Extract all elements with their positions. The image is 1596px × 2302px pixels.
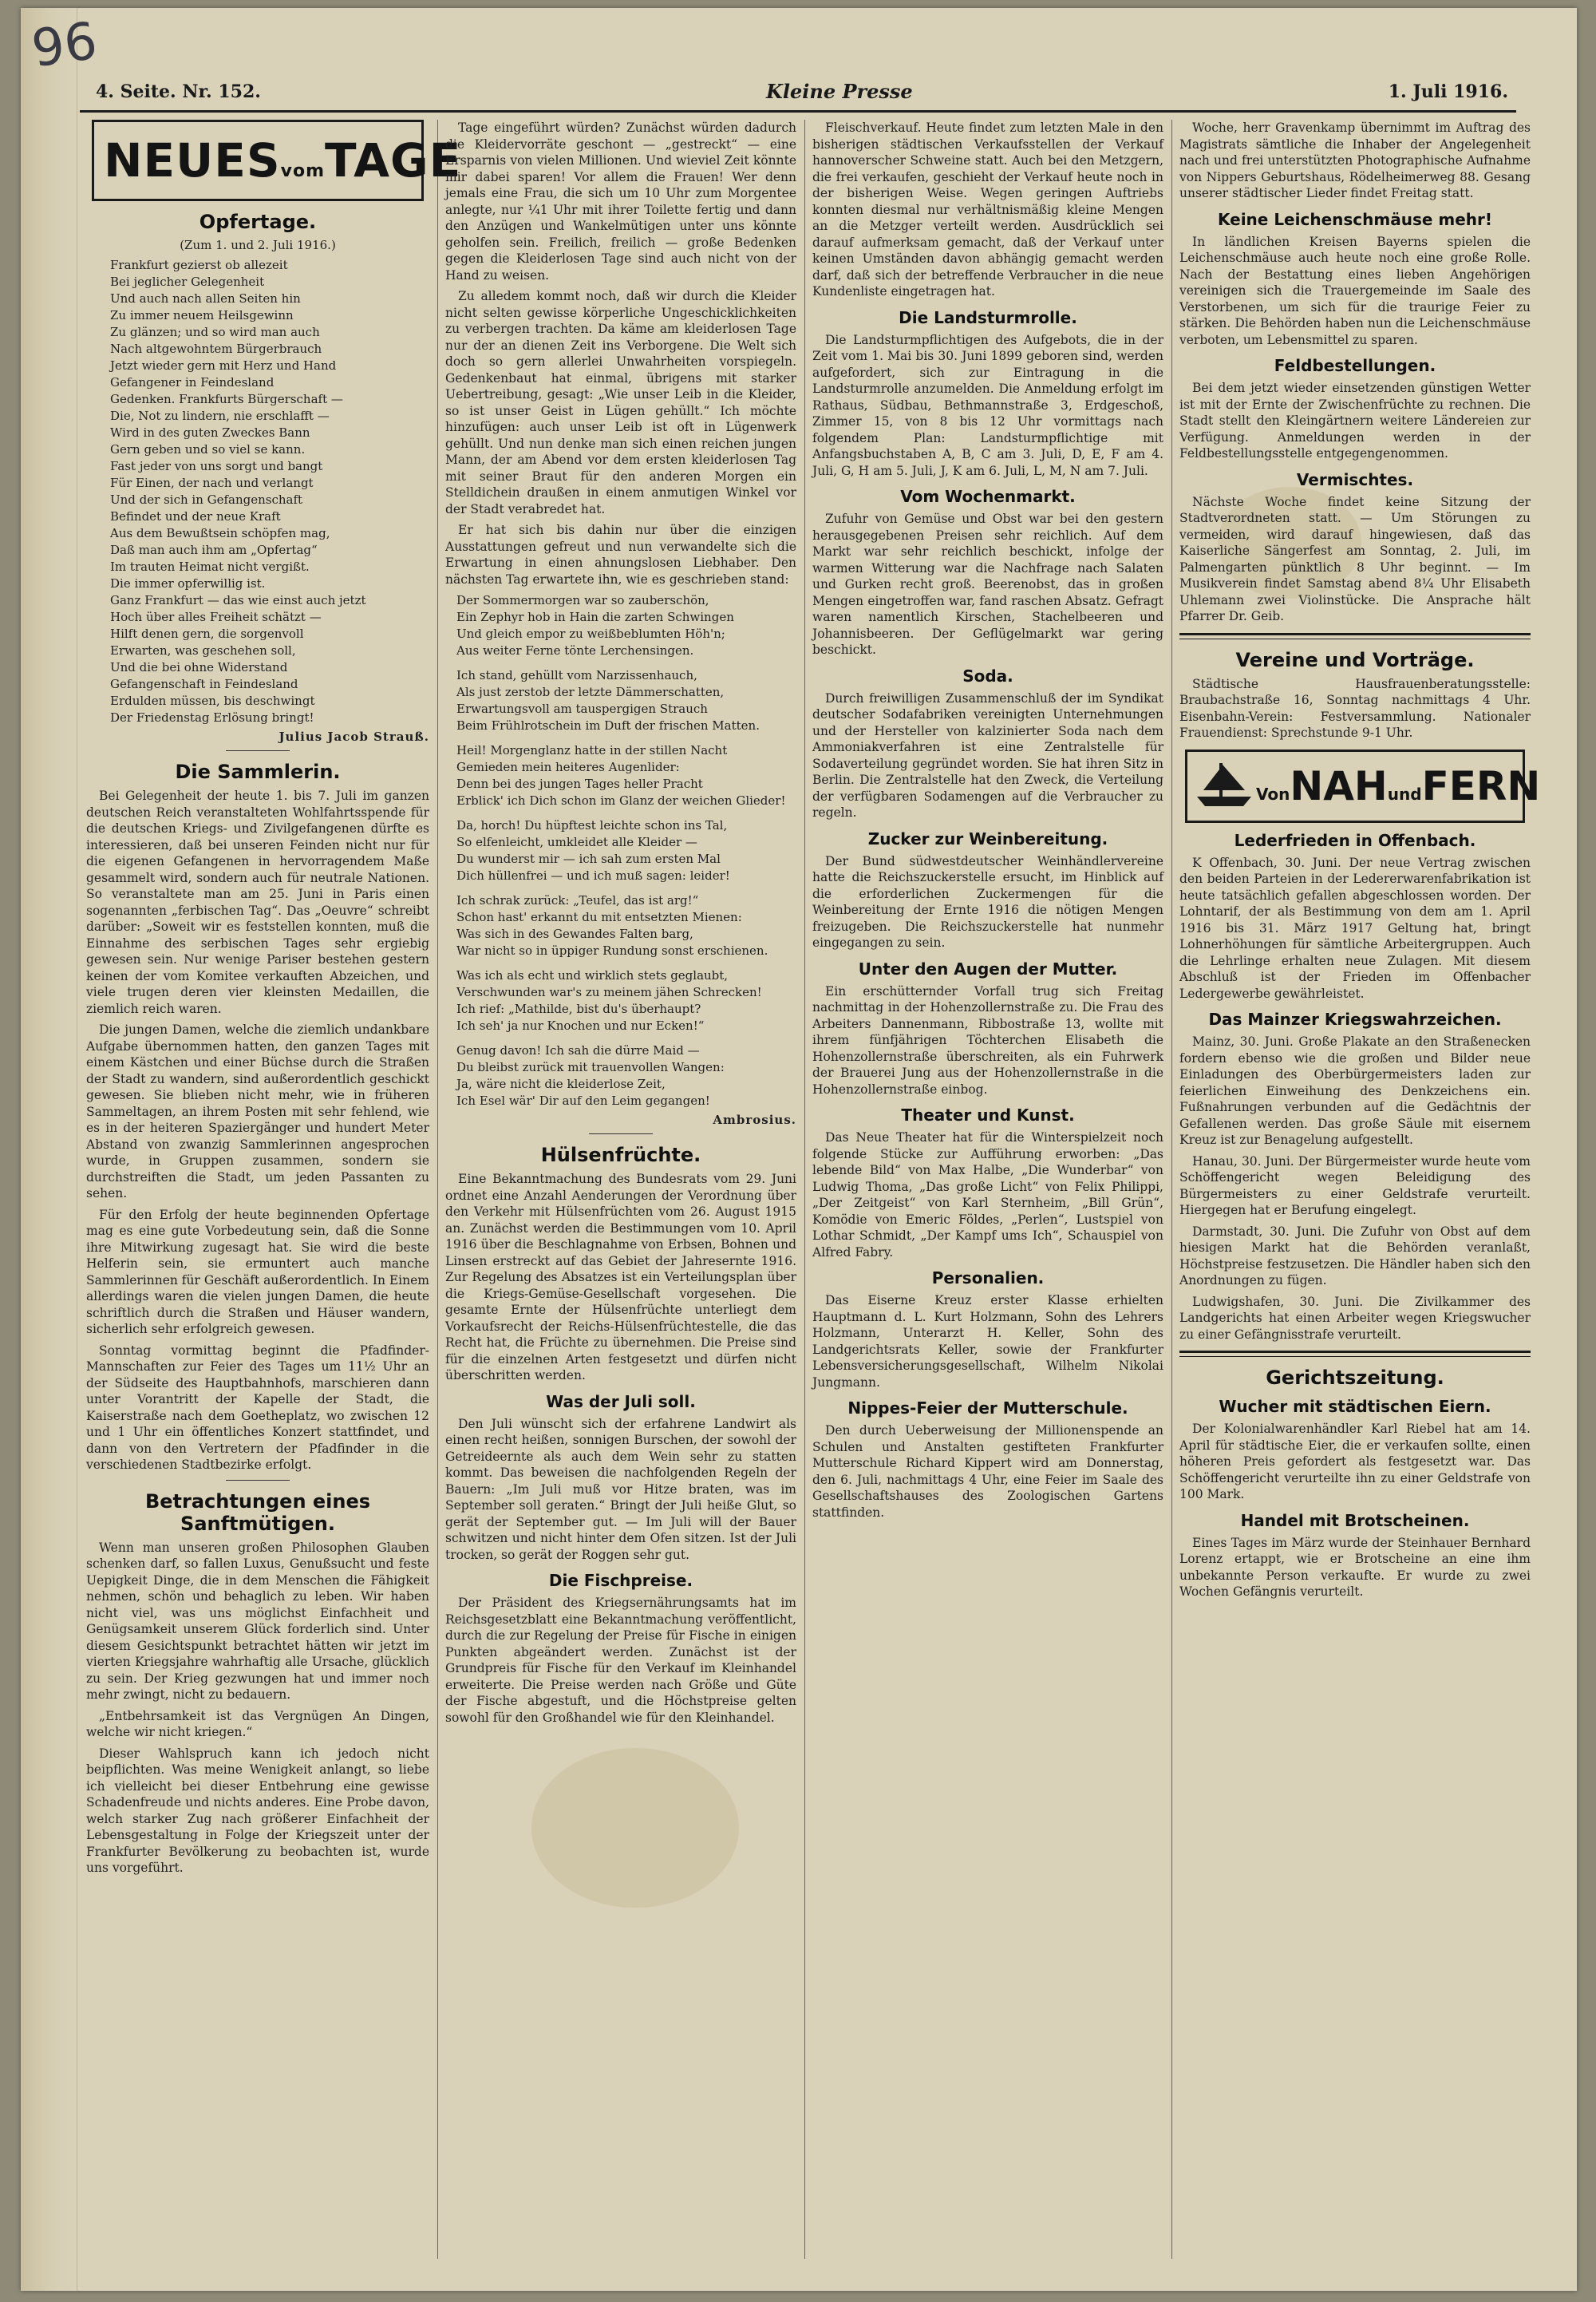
ship-icon bbox=[1192, 758, 1256, 814]
article-leichenschmaeuse: In ländlichen Kreisen Bayerns spielen die Leichenschmäuse auch heute noch eine große Rolle. Nach der Bestattung eines lieben Angehörigen vereinigen sich die Trauergemeinde im Saale des Verstorbenen, um sich für die traurige Feier zu stärken. Die Behörden haben nun die Leichenschmäuse verboten, um Lebensmittel zu sparen. bbox=[1179, 234, 1531, 347]
poem-line: Und gleich empor zu weißbeblumten Höh'n; bbox=[456, 627, 725, 641]
poem-line: Gemieden mein heiteres Augenlider: bbox=[456, 760, 680, 774]
poem-line: Ein Zephyr hob in Hain die zarten Schwingen bbox=[456, 610, 734, 624]
section-rule bbox=[1179, 633, 1531, 639]
poem-line: Der Sommermorgen war so zauberschön, bbox=[456, 593, 709, 607]
headline-sammlerin: Die Sammlerin. bbox=[175, 761, 341, 783]
article-fischpreise: Der Präsident des Kriegsernährungsamts hat im Reichsgesetzblatt eine Bekanntmachung veröffentlicht, durch die zur Regelung der Preise für Fische in einigen Punkten abgeändert werden. Zunächst ist der Grundpreis für Fische für den Verkauf im Kleinhandel erweiterte. Die Preise werden nach Größe und Güte der Fische abgestuft, und die Höchstpreise gelten sowohl für den Großhandel wie für den Kleinhandel. bbox=[445, 1596, 796, 1725]
neues-vom-tage-banner bbox=[92, 120, 462, 201]
poem-line: Ich rief: „Mathilde, bist du's überhaupt? bbox=[456, 1002, 701, 1016]
poem-line: Erwarten, was geschehen soll, bbox=[110, 643, 296, 658]
poem-line bbox=[456, 734, 796, 742]
binding-strip bbox=[21, 8, 77, 2291]
article-zucker: Der Bund südwestdeutscher Weinhändlervereine hatte die Reichszuckerstelle ersucht, im Hinblick auf die erforderlichen Zuckermengen für die Weinbereitung der Ernte 1916 die nötigen Mengen freizugeben. Die Reichszuckerstelle hat nunmehr eingegangen zu sein. bbox=[812, 853, 1163, 950]
article-darmstadt: Darmstadt, 30. Juni. Die Zufuhr von Obst auf dem hiesigen Markt hat die Behörden veranlaßt, Höchstpreise festzusetzen. Die Händler haben sich den Anordnungen zu fügen. bbox=[1179, 1224, 1531, 1287]
article-personalien: Das Eiserne Kreuz erster Klasse erhielten Hauptmann d. L. Kurt Holzmann, Sohn des Lehrers Holzmann, Unterarzt H. Keller, Sohn des Landgerichtsrats Keller, sowie der Frankfurter Lebensversicherungsgesellschaft, Wilhelm Nikolai Jungmann. bbox=[812, 1293, 1163, 1390]
page-header bbox=[80, 78, 1516, 113]
headline-juli: Was der Juli soll. bbox=[546, 1391, 696, 1411]
article-wochenmarkt: Zufuhr von Gemüse und Obst war bei den gestern herausgegebenen Preisen sehr reichlich. Auf dem Markt war sehr reichlich beschickt, infolge der warmen Witterung war die Nachfrage nach Salaten und Gurken recht groß. Beerenobst, das in großen Mengen eingetroffen war, fand raschen Absatz. Gefragt waren namentlich Kirschen, Stachelbeeren und Johannisbeeren. Der Geflügelmarkt war gering beschickt. bbox=[812, 512, 1163, 657]
article-sonntag: Sonntag vormittag beginnt die Pfadfinder-Mannschaften zur Feier des Tages um 11½ Uhr an der Südseite des Hauptbahnhofs, marschieren dann unter Vorantritt der Kapelle der Stadt, die Kaiserstraße nach dem Goetheplatz, wo zwischen 12 und 1 Uhr ein öffentliches Konzert stattfindet, und dann von den Vertretern der Pfadfinder in die verschiedenen Stadtbezirke erfolgt. bbox=[86, 1343, 429, 1472]
poem-line: Schon hast' erkannt du mit entsetzten Mienen: bbox=[456, 910, 742, 924]
poem-line: Aus dem Bewußtsein schöpfen mag, bbox=[110, 526, 330, 540]
poem-line: So elfenleicht, umkleidet alle Kleider — bbox=[456, 835, 697, 849]
poem-line: Hilft denen gern, die sorgenvoll bbox=[110, 627, 304, 641]
column-divider bbox=[804, 120, 805, 2259]
poem-line: Denn bei des jungen Tages heller Pracht bbox=[456, 777, 703, 791]
headline-vereine: Vereine und Vorträge. bbox=[1235, 648, 1475, 671]
divider bbox=[226, 1480, 290, 1481]
poem-line bbox=[456, 1034, 796, 1042]
poem-line: War nicht so in üppiger Rundung sonst erschienen. bbox=[456, 943, 768, 958]
poem-line: Für Einen, der nach und verlangt bbox=[110, 476, 314, 490]
article-fleischverkauf: Fleischverkauf. Heute findet zum letzten Male in den bisherigen städtischen Verkaufsstellen der Verkauf hannoverscher Schweine statt. Auch bei den Metzgern, die frei verkaufen, geschieht der Verkauf heute noch in der bisherigen Weise. Wegen geringen Auftriebs konnten diesmal nur verhältnismäßig kleine Mengen an die Metzger verteilt werden. Ausdrücklich sei darauf aufmerksam gemacht, daß der Verkauf unter keinen Umständen davon abhängig gemacht werden darf, daß sich der betreffende Verbraucher in die neue Kundenliste eingetragen hat. bbox=[812, 121, 1163, 299]
page-number: 4. Seite. Nr. 152. bbox=[96, 81, 261, 102]
paragraph: Die jungen Damen, welche die ziemlich undankbare Aufgabe übernommen hatten, den ganzen Tages mit einem Kästchen und einer Büchse durch die Straßen der Stadt zu wandern, sind außerordentlich geschickt gewesen. Sie blieben nicht mehr, wie in früheren Sammeltagen, an ihrem Posten mit sehr fehlend, wie es in der heiteren Spaziergänger und hundert Meter Abstand von zwanzig Sammlerinnen angesprochen wurde, in Gruppen zusammen, sondern sie durchstreiften die Stadt, um jeden Passanten zu sehen. bbox=[86, 1022, 429, 1200]
article-vereine: Städtische Hausfrauenberatungsstelle: Braubachstraße 16, Sonntag nachmittags 4 Uhr. Eisenbahn-Verein: Festversammlung. Nationaler Frauendienst: Sprechstunde 9-1 Uhr. bbox=[1179, 676, 1531, 740]
column-3 bbox=[812, 120, 1163, 2259]
poem-line: Gedenken. Frankfurts Bürgerschaft — bbox=[110, 392, 343, 406]
article-kleiderlose-tage bbox=[445, 120, 796, 587]
poem-line: Im trauten Heimat nicht vergißt. bbox=[110, 560, 310, 574]
poem-line: Dich hüllenfrei — und ich muß sagen: leider! bbox=[456, 868, 730, 883]
headline-wochenmarkt: Vom Wochenmarkt. bbox=[900, 487, 1076, 506]
headline-wucher: Wucher mit städtischen Eiern. bbox=[1219, 1397, 1491, 1416]
paragraph: „Entbehrsamkeit ist das Vergnügen An Dingen, welche wir nicht kriegen.“ bbox=[86, 1708, 429, 1739]
article-feldbestellungen: Bei dem jetzt wieder einsetzenden günstigen Wetter ist mit der Ernte der Zwischenfrüchte zu rechnen. Die Stadt stellt den Kleingärtnern weitere Ländereien zur Verfügung. Anmeldungen werden in der Feldbestellungsstelle entgegengenommen. bbox=[1179, 381, 1531, 461]
article-wucher: Der Kolonialwarenhändler Karl Riebel hat am 14. April für städtische Eier, die er verkaufen sollte, einen höheren Preis gefordert als festgesetzt war. Das Schöffengericht verurteilte ihn zu einer Geldstrafe von 100 Mark. bbox=[1179, 1422, 1531, 1501]
poem-line: Bei jeglicher Gelegenheit bbox=[110, 275, 265, 289]
paragraph: Er hat sich bis dahin nur über die einzigen Ausstattungen gefreut und nun verwandelte sich die Erwartung in einen ahnungslosen Liebhaber. Den nächsten Tag erwartete ihn, wie es geschrieben stand: bbox=[445, 523, 796, 587]
poem-line: Der Friedenstag Erlösung bringt! bbox=[110, 710, 314, 725]
poem-line: Als just zerstob der letzte Dämmerschatten, bbox=[456, 685, 725, 699]
headline-vermischtes: Vermischtes. bbox=[1296, 469, 1414, 489]
poem-line: Beim Frühlrotschein im Duft der frischen Matten. bbox=[456, 718, 760, 733]
article-lederfrieden: K Offenbach, 30. Juni. Der neue Vertrag zwischen den beiden Parteien in der Ledererwarenfabrikation ist heute tatsächlich gefallen abgeschlossen worden. Der Lohntarif, der als Bestimmung von dem am 1. April 1916 bis 31. März 1917 Geltung hat, bringt Lohnerhöhungen für sämtliche Arbeitergruppen. Auch die Lehrlinge erhalten neue Zulagen. Mit diesem Abschluß ist der Frieden im Offenbacher Ledergewerbe gewährleistet. bbox=[1179, 855, 1531, 1001]
poem-line: Genug davon! Ich sah die dürre Maid — bbox=[456, 1043, 700, 1058]
headline-mainzer: Das Mainzer Kriegswahrzeichen. bbox=[1208, 1010, 1502, 1029]
article-mainzer: Mainz, 30. Juni. Große Plakate an den Straßenecken fordern ebenso wie die großen und Bilder neue Einladungen des Oberbürgermeisters laden zur feierlichen Einweihung des Denkzeichens ein. Fußnahrungen verbunden auf die Gedächtnis der Gefallenen werden. Das große Säule mit eisernem Kreuz ist zur Benagelung aufgestellt. bbox=[1179, 1034, 1531, 1147]
poem-line: Wird in des guten Zweckes Bann bbox=[110, 425, 310, 440]
paragraph: Zu alledem kommt noch, daß wir durch die Kleider nicht selten gewisse körperliche Ungeschicklichkeiten zu verbergen trachten. Da käme am kleiderlosen Tage nur der an dienen Zeit ins Verborgene. Die Welt sich doch so gern allerlei Unwahrheiten vorspiegeln. Gedenkenbaut hat einmal, übrigens mit starker Uebertreibung, gesagt: „Wie unser Leib in die Kleider, so ist unser Geist in Lügen gehüllt.“ Ich möchte hinzufügen: auch unser Leib ist oft in Lügenwerk gehüllt. Und nun denke man sich einen reichen jungen Mann, der am Abend vor dem ersten kleiderlosen Tag mit seiner Braut für den anderen Morgen ein Stelldichein draußen in einem anmutigen Winkel vor der Stadt verabredet hat. bbox=[445, 289, 796, 516]
headline-mutterschule: Nippes-Feier der Mutterschule. bbox=[847, 1398, 1128, 1418]
article-mutter: Ein erschütternder Vorfall trug sich Freitag nachmittag in der Hohenzollernstraße zu. Die Frau des Arbeiters Dannenmann, Ribbostraße 13, wollte mit ihrem fünfjährigen Töchterchen Elisabeth die Hohenzollernstraße überschreiten, als ein Fuhrwerk der Brauerei Jung aus der Hohenzollernstraße in die Hohenzollernstraße einbog. bbox=[812, 983, 1163, 1097]
poem-line bbox=[456, 959, 796, 967]
poem-line: Ja, wäre nicht die kleiderlose Zeit, bbox=[456, 1077, 666, 1091]
banner-title: NEUESvomTAGE bbox=[104, 133, 462, 188]
poem-line: Jetzt wieder gern mit Herz und Hand bbox=[110, 358, 337, 373]
von-nah-und-fern-banner bbox=[1185, 750, 1541, 823]
poem-line: Heil! Morgenglanz hatte in der stillen Nacht bbox=[456, 743, 728, 757]
poem-line: Gern geben und so viel se kann. bbox=[110, 442, 306, 457]
newspaper-name: Kleine Presse bbox=[766, 80, 913, 103]
poem-line: Du wunderst mir — ich sah zum ersten Mal bbox=[456, 852, 721, 866]
poem-title: Opfertage. bbox=[199, 211, 317, 233]
divider bbox=[226, 750, 290, 751]
poem-line: Zu glänzen; und so wird man auch bbox=[110, 325, 320, 339]
headline-huelsenfruechte: Hülsenfrüchte. bbox=[540, 1144, 701, 1166]
issue-date: 1. Juli 1916. bbox=[1388, 81, 1508, 102]
column-4 bbox=[1179, 120, 1541, 2259]
paragraph: Wenn man unseren großen Philosophen Glauben schenken darf, so fallen Luxus, Genußsucht und feste Uepigkeit Dinge, die in dem Menschen die Fähigkeit nehmen, schön und behaglich zu leben. Wir haben nicht viel, was uns möglichst Einfachheit und Genügsamkeit unserem Glück forderlich sind. Unter diesem Gesichtspunkt betrachtet hätten wir jetzt im vierten Kriegsjahre wahrhaftig alle Ursache, glücklich zu sein. Der Krieg gezwungen hat und immer noch mehr zwingt, nicht zu bedauern. bbox=[86, 1540, 429, 1702]
headline-zucker: Zucker zur Weinbereitung. bbox=[867, 829, 1108, 848]
column-1 bbox=[86, 120, 462, 2259]
poem-line: Und der sich in Gefangenschaft bbox=[110, 492, 303, 507]
poem-line: Hoch über alles Freiheit schätzt — bbox=[110, 610, 322, 624]
poem-line: Und die bei ohne Widerstand bbox=[110, 660, 288, 674]
headline-lederfrieden: Lederfrieden in Offenbach. bbox=[1234, 830, 1476, 850]
article-juli: Den Juli wünscht sich der erfahrene Landwirt als einen recht heißen, sonnigen Burschen, der sowohl der Getreideernte als auch dem Wein sehr zu statten kommt. Das beweisen die nachfolgenden Regeln der Bauern: „Im Juli muß vor Hitze braten, was im September soll geraten.“ Bringt der Juli heiße Glut, so gerät der September gut. — Im Juli will der Bauer schwitzen und nicht hinter dem Ofen sitzen. Ist der Juli trocken, so gerät der Roggen sehr gut. bbox=[445, 1416, 796, 1562]
paragraph: Bei Gelegenheit der heute 1. bis 7. Juli im ganzen deutschen Reich veranstalteten Wohlfahrtsspende für die deutschen Kriegs- und Zivilgefangenen dürfte es interessieren, daß bei unseren Feinden nicht nur für die eigenen Gefangenen in hervorragendem Maße gesammelt wird, sondern auch für neutrale Nationen. So veranstaltete man am 25. Juni in Paris einen sogenannten „ferbischen Tag“. Das „Oeuvre“ schreibt darüber: „Soweit wir es feststellen konnten, muß die Einnahme des serbischen Tages sehr ergiebig gewesen sein. Nur wenige Pariser bestehen gestern keinen der vom Komitee verkauften Abzeichen, und viele trugen deren vier kleinsten Medaillen, die ziemlich reich waren. bbox=[86, 789, 429, 1016]
poem-line: Was ich als echt und wirklich stets geglaubt, bbox=[456, 968, 729, 983]
poem-line bbox=[456, 809, 796, 817]
article-huelsenfruechte: Eine Bekanntmachung des Bundesrats vom 29. Juni ordnet eine Anzahl Aenderungen der Verordnung über den Verkehr mit Hülsenfrüchten vom 26. August 1915 an. Zunächst werden die Bestimmungen vom 10. April 1916 über die Beschlagnahme von Erbsen, Bohnen und Linsen erstreckt auf das Gebiet der Jahresernte 1916. Zur Regelung des Absatzes ist ein Verteilungsplan über die Kriegs-Gemüse-Gesellschaft vorgesehen. Die gesamte Ernte der Hülsenfrüchte unterliegt dem Vorkaufsrecht der Reichs-Hülsenfrüchtestelle, die das Recht hat, die Früchte zu übernehmen. Die Preise sind für die einzelnen Arten festgesetzt und dürfen nicht überschritten werden. bbox=[445, 1172, 796, 1382]
poem-line: Gefangener in Feindesland bbox=[110, 375, 275, 390]
poem-author: Julius Jacob Strauß. bbox=[279, 730, 429, 744]
poem-ambrosius bbox=[445, 592, 796, 1109]
headline-theater: Theater und Kunst. bbox=[901, 1106, 1075, 1125]
headline-betrachtungen: Betrachtungen eines Sanftmütigen. bbox=[144, 1489, 371, 1535]
poem-author: Ambrosius. bbox=[713, 1113, 796, 1127]
article-landsturm: Die Landsturmpflichtigen des Aufgebots, die in der Zeit vom 1. Mai bis 30. Juni 1899 geboren sind, werden aufgefordert, sich zur Eintragung in die Landsturmrolle anzumelden. Die Anmeldung erfolgt im Rathaus, Südbau, Bethmannstraße 3, Erdgeschoß, Zimmer 15, von 8 bis 12 Uhr vormittags nach folgendem Plan: Landsturmpflichtige mit Anfangsbuchstaben A, B, C am 3. Juli, D, E, F am 4. Juli, G, H am 5. Juli, J, K am 6. Juli, L, M, N am 7. Juli. bbox=[812, 332, 1163, 478]
article-sammlerin bbox=[86, 788, 429, 1338]
headline-personalien: Personalien. bbox=[931, 1268, 1045, 1287]
poem-line: Du bleibst zurück mit trauenvollen Wangen: bbox=[456, 1060, 725, 1074]
poem-line: Ich stand, gehüllt vom Narzissenhauch, bbox=[456, 668, 697, 682]
banner-title: VonNAHundFERN bbox=[1256, 762, 1541, 809]
poem-line: Fast jeder von uns sorgt und bangt bbox=[110, 459, 323, 473]
headline-landsturm: Die Landsturmrolle. bbox=[899, 307, 1077, 327]
paragraph: Für den Erfolg der heute beginnenden Opfertage mag es eine gute Vorbedeutung sein, daß die Sonne ihre Mitwirkung zugesagt hat. Sie wird die beste Helferin sein, sie ermuntert auch manche Sammlerinnen für Geschäft außerordentlich. In Einem allerdings waren die vielen jungen Damen, die heute schriftlich durch die Straßen und Häuser wandern, sicherlich sehr erfolgreich gewesen. bbox=[86, 1207, 429, 1336]
headline-gerichtszeitung: Gerichtszeitung. bbox=[1266, 1367, 1444, 1389]
poem-line bbox=[456, 659, 796, 667]
section-rule bbox=[1179, 1351, 1531, 1357]
poem-line: Ich Esel wär' Dir auf den Leim gegangen! bbox=[456, 1094, 710, 1108]
poem-line: Ich schrak zurück: „Teufel, das ist arg!“ bbox=[456, 893, 699, 908]
article-mutterschule: Den durch Ueberweisung der Millionenspende an Schulen und Anstalten gestifteten Frankfurter Mutterschule Richard Kippert wird am Donnerstag, den 6. Juli, nachmittags 4 Uhr, eine Feier im Saale des Gesellschaftshauses des Zoologischen Gartens stattfinden. bbox=[812, 1423, 1163, 1520]
poem-line: Zu immer neuem Heilsgewinn bbox=[110, 308, 294, 322]
poem-line: Da, horch! Du hüpftest leichte schon ins Tal, bbox=[456, 818, 728, 833]
headline-mutter: Unter den Augen der Mutter. bbox=[858, 959, 1118, 979]
article-hanau: Hanau, 30. Juni. Der Bürgermeister wurde heute vom Schöffengericht wegen Beleidigung des Bürgermeisters zu einer Geldstrafe verurteilt. Hiergegen hat er Berufung eingelegt. bbox=[1179, 1153, 1531, 1217]
poem-line bbox=[456, 884, 796, 892]
poem-opfertage bbox=[86, 257, 429, 726]
column-divider bbox=[437, 120, 438, 2259]
article-brotscheine: Eines Tages im März wurde der Steinhauer Bernhard Lorenz ertappt, wie er Brotscheine an eine ihm unbekannte Person verkaufte. Er wurde zu zwei Wochen Gefängnis verurteilt. bbox=[1179, 1535, 1531, 1599]
poem-line: Erwartungsvoll am tauspergigen Strauch bbox=[456, 702, 708, 716]
poem-line: Was sich in des Gewandes Falten barg, bbox=[456, 927, 693, 941]
headline-brotscheine: Handel mit Brotscheinen. bbox=[1240, 1510, 1470, 1530]
divider bbox=[589, 1133, 653, 1134]
poem-line: Ganz Frankfurt — das wie einst auch jetzt bbox=[110, 593, 366, 607]
poem-line: Und auch nach allen Seiten hin bbox=[110, 291, 301, 306]
paragraph: Dieser Wahlspruch kann ich jedoch nicht beipflichten. Was meine Wenigkeit anlangt, so liebe ich vielleicht bei dieser Entbehrung eine gewisse Schadenfreude und nichts anderes. Eine Probe davon, welch starker Zug nach größerer Einfachheit der Lebensgestaltung in Folge der Kriegszeit unter der Frankfurter Bevölkerung zu beobachten ist, wurde uns vorgeführt. bbox=[86, 1746, 429, 1875]
poem-line: Verschwunden war's zu meinem jähen Schrecken! bbox=[456, 985, 762, 999]
column-2 bbox=[445, 120, 796, 2259]
article-soda: Durch freiwilligen Zusammenschluß der im Syndikat deutscher Sodafabriken vereinigten Unternehmungen und der Hersteller von kalzinierter Soda nach dem Ammoniakverfahren ist eine Zentralstelle für Sodaverteilung gegründet worden. Sie hat ihren Sitz in Berlin. Die Zentralstelle hat den Zweck, die Verteilung der verfügbaren Sodamengen auf die Verbraucher zu regeln. bbox=[812, 690, 1163, 820]
poem-line: Ich seh' ja nur Knochen und nur Ecken!“ bbox=[456, 1018, 705, 1033]
handwritten-note: 96 bbox=[28, 11, 101, 80]
article-betrachtungen bbox=[86, 1540, 429, 1877]
poem-line: Nach altgewohntem Bürgerbrauch bbox=[110, 342, 322, 356]
poem-line: Erdulden müssen, bis deschwingt bbox=[110, 694, 315, 708]
poem-line: Aus weiter Ferne tönte Lerchensingen. bbox=[456, 643, 694, 658]
article-vermischtes: Nächste Woche findet keine Sitzung der Stadtverordneten statt. — Um Störungen zu vermeiden, wird darauf hingewiesen, daß das Kaiserliche Sängerfest am Sonntag, 2. Juli, im Palmengarten pünktlich 8 Uhr beginnt. — Im Musikverein findet Samstag abend 8¼ Uhr Elisabeth Uhlemann zwei Violinstücke. Die Ansprache hält Pfarrer Dr. Geib. bbox=[1179, 494, 1531, 623]
poem-line: Erblick' ich Dich schon im Glanz der weichen Glieder! bbox=[456, 793, 786, 808]
poem-date: (Zum 1. und 2. Juli 1916.) bbox=[180, 238, 336, 252]
poem-line: Befindet und der neue Kraft bbox=[110, 509, 281, 524]
article-ludwigshafen: Ludwigshafen, 30. Juni. Die Zivilkammer des Landgerichts hat einen Arbeiter wegen Kriegswucher zu einer Gefängnisstrafe verurteilt. bbox=[1179, 1294, 1531, 1342]
paragraph: Tage eingeführt würden? Zunächst würden dadurch die Kleidervorräte geschont — „gestreckt“ — eine Ersparnis von vielen Millionen. Und wieviel Zeit könnte mir dabei sparen! Vor allem die Frauen! Wer denn jemals eine Frau, die sich um 10 Uhr zum Morgentee anlegte, nur ¼1 Uhr mit ihrer Toilette fertig und dann den Anzügen und Wankelmütigen unter uns könnte geholfen sein. Freilich, freilich — große Bedenken gegen die Kleiderlosen Tage sind auch nicht von der Hand zu weisen. bbox=[445, 121, 796, 283]
article-top: Woche, herr Gravenkamp übernimmt im Auftrag des Magistrats sämtliche die Inhaber der Angelegenheit nach und frei unterstützten Photographische Aufnahme von Nippers Geburtshaus, Rödelheimerweg 88. Gesang unserer städtischer Lieder findet Freitag statt. bbox=[1179, 121, 1531, 200]
poem-line: Daß man auch ihm am „Opfertag“ bbox=[110, 543, 318, 557]
headline-leichenschmaeuse: Keine Leichenschmäuse mehr! bbox=[1217, 209, 1493, 229]
headline-feldbestellungen: Feldbestellungen. bbox=[1274, 356, 1436, 375]
column-divider bbox=[1171, 120, 1172, 2259]
poem-line: Gefangenschaft in Feindesland bbox=[110, 677, 298, 691]
headline-fischpreise: Die Fischpreise. bbox=[548, 1571, 693, 1590]
poem-line: Die, Not zu lindern, nie erschlafft — bbox=[110, 409, 330, 423]
article-theater: Das Neue Theater hat für die Winterspielzeit noch folgende Stücke zur Aufführung erworben: „Das lebende Bild“ von Max Halbe, „Die Wunderbar“ von Ludwig Thoma, „Das große Licht“ von Felix Philippi, „Der Zeitgeist“ von Karl Sternheim, „Bill Grün“, Komödie von Emeric Földes, „Perlen“, Lustspiel von Lothar Schmidt, „Der Kampf ums Ich“, Schauspiel von Alfred Fabry. bbox=[812, 1130, 1163, 1260]
poem-line: Die immer opferwillig ist. bbox=[110, 576, 266, 591]
poem-line: Frankfurt gezierst ob allezeit bbox=[110, 258, 288, 272]
headline-soda: Soda. bbox=[962, 666, 1013, 686]
